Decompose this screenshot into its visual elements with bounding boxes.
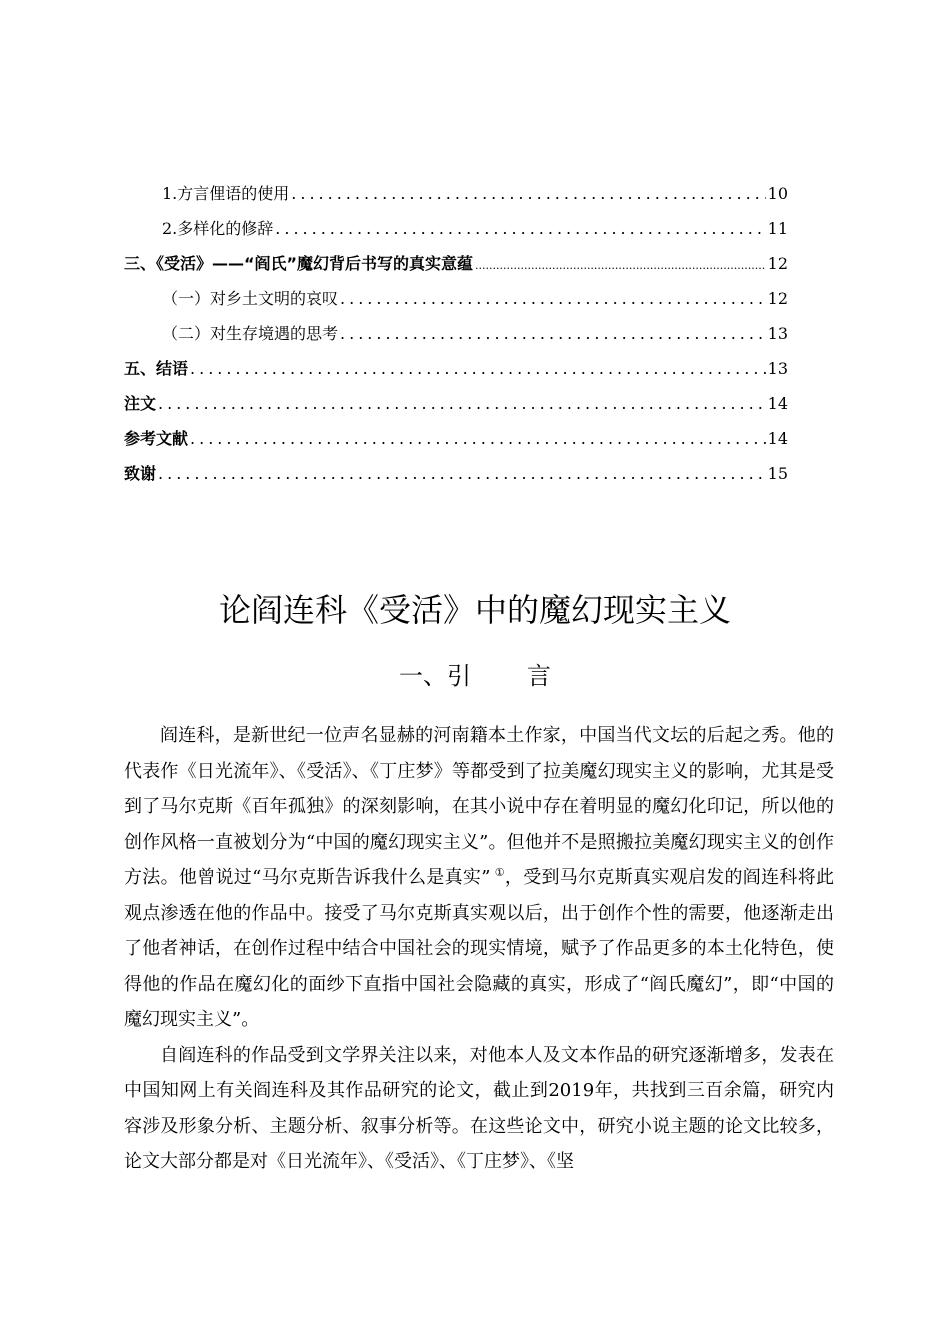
toc-entry[interactable] [124, 421, 788, 456]
toc-entry-page: 14 [767, 429, 788, 448]
toc-entry-page: 13 [767, 359, 788, 378]
paragraph-1-text-a: 阎连科，是新世纪一位声名显赫的河南籍本土作家，中国当代文坛的后起之秀。他的代表作《日光流年》、《受活》、《丁庄梦》等都受到了拉美魔幻现实主义的影响，尤其是受到了马尔克斯《百年孤独》的深刻影响，在其小说中存在着明显的魔幻化印记，所以他的创作风格一直被划分为“中国的魔幻现实主义”。但他并不是照搬拉美魔幻现实主义的创作方法。他曾说过“马尔克斯告诉我什么是真实” [124, 725, 834, 888]
toc-entry-label: 1.方言俚语的使用 [162, 184, 290, 203]
toc-entry-page: 11 [767, 219, 788, 238]
toc-entry-label: （一）对乡土文明的哀叹 [162, 289, 339, 308]
toc-entry-label: 致谢 [124, 464, 157, 483]
toc-entry-label: 注文 [124, 394, 157, 413]
paper-title: 论阎连科《受活》中的魔幻现实主义 [218, 591, 731, 629]
section-heading-part2: 言 [527, 662, 551, 690]
toc-entry-label: 三、《受活》——“阎氏”魔幻背后书写的真实意蕴 [124, 254, 474, 273]
toc-entry-label: 参考文献 [124, 429, 189, 448]
toc-leader-dots [158, 456, 766, 491]
toc-entry-page: 13 [767, 324, 788, 343]
section-heading [0, 658, 950, 694]
toc-entry[interactable] [124, 176, 788, 211]
toc-entry[interactable] [124, 316, 788, 351]
section-heading-part1: 一、引 [399, 662, 471, 690]
toc-leader-dots [275, 211, 765, 246]
toc-leader-dots [190, 351, 766, 386]
toc-entry-page: 15 [767, 464, 788, 483]
toc-leader-dots [158, 386, 766, 421]
toc-leader-dots [475, 248, 766, 283]
toc-entry-label: （二）对生存境遇的思考 [162, 324, 339, 343]
table-of-contents [124, 176, 788, 491]
body-text [124, 718, 834, 1180]
toc-entry-label: 2.多样化的修辞 [162, 219, 274, 238]
toc-entry-page: 14 [767, 394, 788, 413]
toc-leader-dots [291, 176, 765, 211]
toc-entry[interactable] [124, 456, 788, 491]
toc-entry[interactable] [124, 351, 788, 386]
toc-entry[interactable] [124, 211, 788, 246]
toc-leader-dots [340, 281, 766, 316]
toc-entry-page: 12 [767, 254, 788, 273]
toc-entry-page: 12 [767, 289, 788, 308]
toc-leader-dots [340, 316, 766, 351]
paragraph-1 [124, 718, 834, 1038]
toc-entry[interactable] [124, 281, 788, 316]
toc-leader-dots [190, 421, 766, 456]
toc-entry-label: 五、结语 [124, 359, 189, 378]
paragraph-2: 自阎连科的作品受到文学界关注以来，对他本人及文本作品的研究逐渐增多，发表在中国知网上有关阎连科及其作品研究的论文，截止到2019年，共找到三百余篇，研究内容涉及形象分析、主题分析、叙事分析等。在这些论文中，研究小说主题的论文比较多，论文大部分都是对《日光流年》、《受活》、《丁庄梦》、《坚 [124, 1044, 834, 1172]
footnote-marker[interactable]: ① [494, 866, 505, 879]
paragraph-1-text-b: ，受到马尔克斯真实观启发的阎连科将此观点渗透在他的作品中。接受了马尔克斯真实观以后，出于创作个性的需要，他逐渐走出了他者神话，在创作过程中结合中国社会的现实情境，赋予了作品更多的本土化特色，使得他的作品在魔幻化的面纱下直指中国社会隐藏的真实，形成了“阎氏魔幻”，即“中国的魔幻现实主义”。 [124, 867, 834, 1030]
toc-entry[interactable] [124, 246, 788, 281]
toc-entry-page: 10 [767, 184, 788, 203]
toc-entry[interactable] [124, 386, 788, 421]
